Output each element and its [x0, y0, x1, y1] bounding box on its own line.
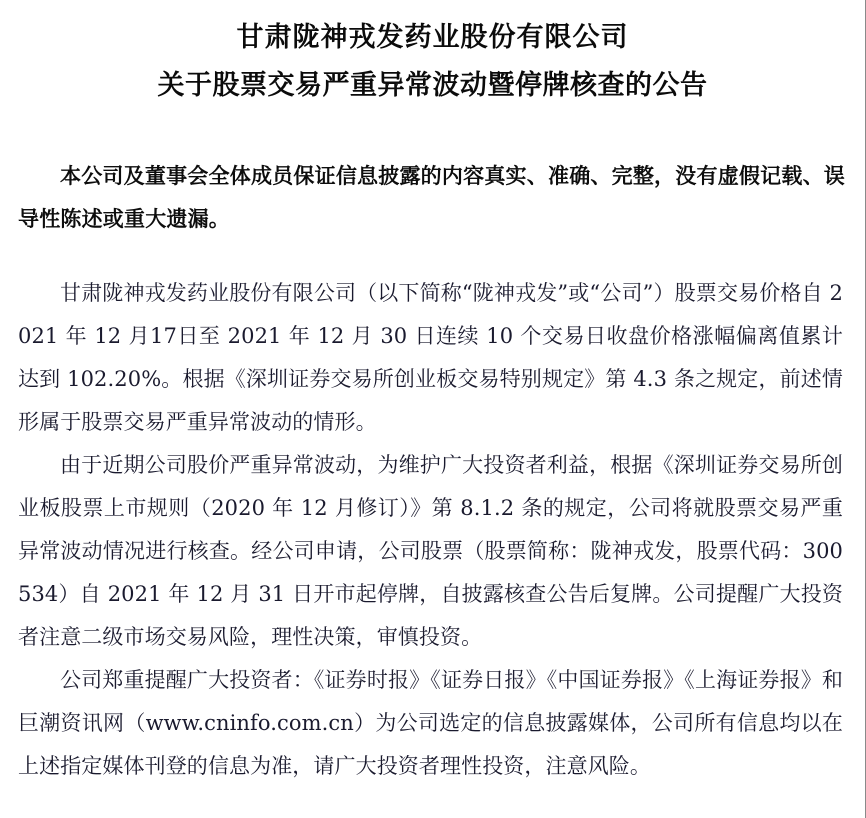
disclosure-responsibility-statement: 本公司及董事会全体成员保证信息披露的内容真实、准确、完整，没有虚假记载、误导性陈述或重大遗漏。	[18, 163, 845, 231]
announcement-body	[0, 272, 865, 788]
paragraph-disclosure-media: 公司郑重提醒广大投资者：《证券时报》《证券日报》《中国证券报》《上海证券报》和巨潮资讯网（www.cninfo.com.cn）为公司选定的信息披露媒体，公司所有信息均以在上述指定媒体刊登的信息为准，请广大投资者理性投资，注意风险。	[18, 668, 843, 778]
title-line-company: 甘肃陇神戎发药业股份有限公司	[236, 22, 629, 53]
paragraph-suspension-verification: 由于近期公司股价严重异常波动，为维护广大投资者利益，根据《深圳证券交易所创业板股票上市规则（2020 年 12 月修订）》第 8.1.2 条的规定，公司将就股票交易严重异常波动情况进行核查。经公司申请，公司股票（股票简称：陇神戎发，股票代码：300534）自 2021 年 12 月 31 日开市起停牌，自披露核查公告后复牌。公司提醒广大投资者注意二级市场交易风险，理性决策，审慎投资。	[18, 453, 843, 649]
document-title	[0, 0, 865, 110]
title-line-subject: 关于股票交易严重异常波动暨停牌核查的公告	[157, 70, 708, 101]
paragraph-abnormal-fluctuation: 甘肃陇神戎发药业股份有限公司（以下简称“陇神戎发”或“公司”）股票交易价格自 2021 年 12 月17日至 2021 年 12 月 30 日连续 10 个交易日收盘价格涨幅偏离值累计达到 102.20%。根据《深圳证券交易所创业板交易特别规定》第 4.3 条之规定，前述情形属于股票交易严重异常波动的情形。	[18, 281, 843, 434]
